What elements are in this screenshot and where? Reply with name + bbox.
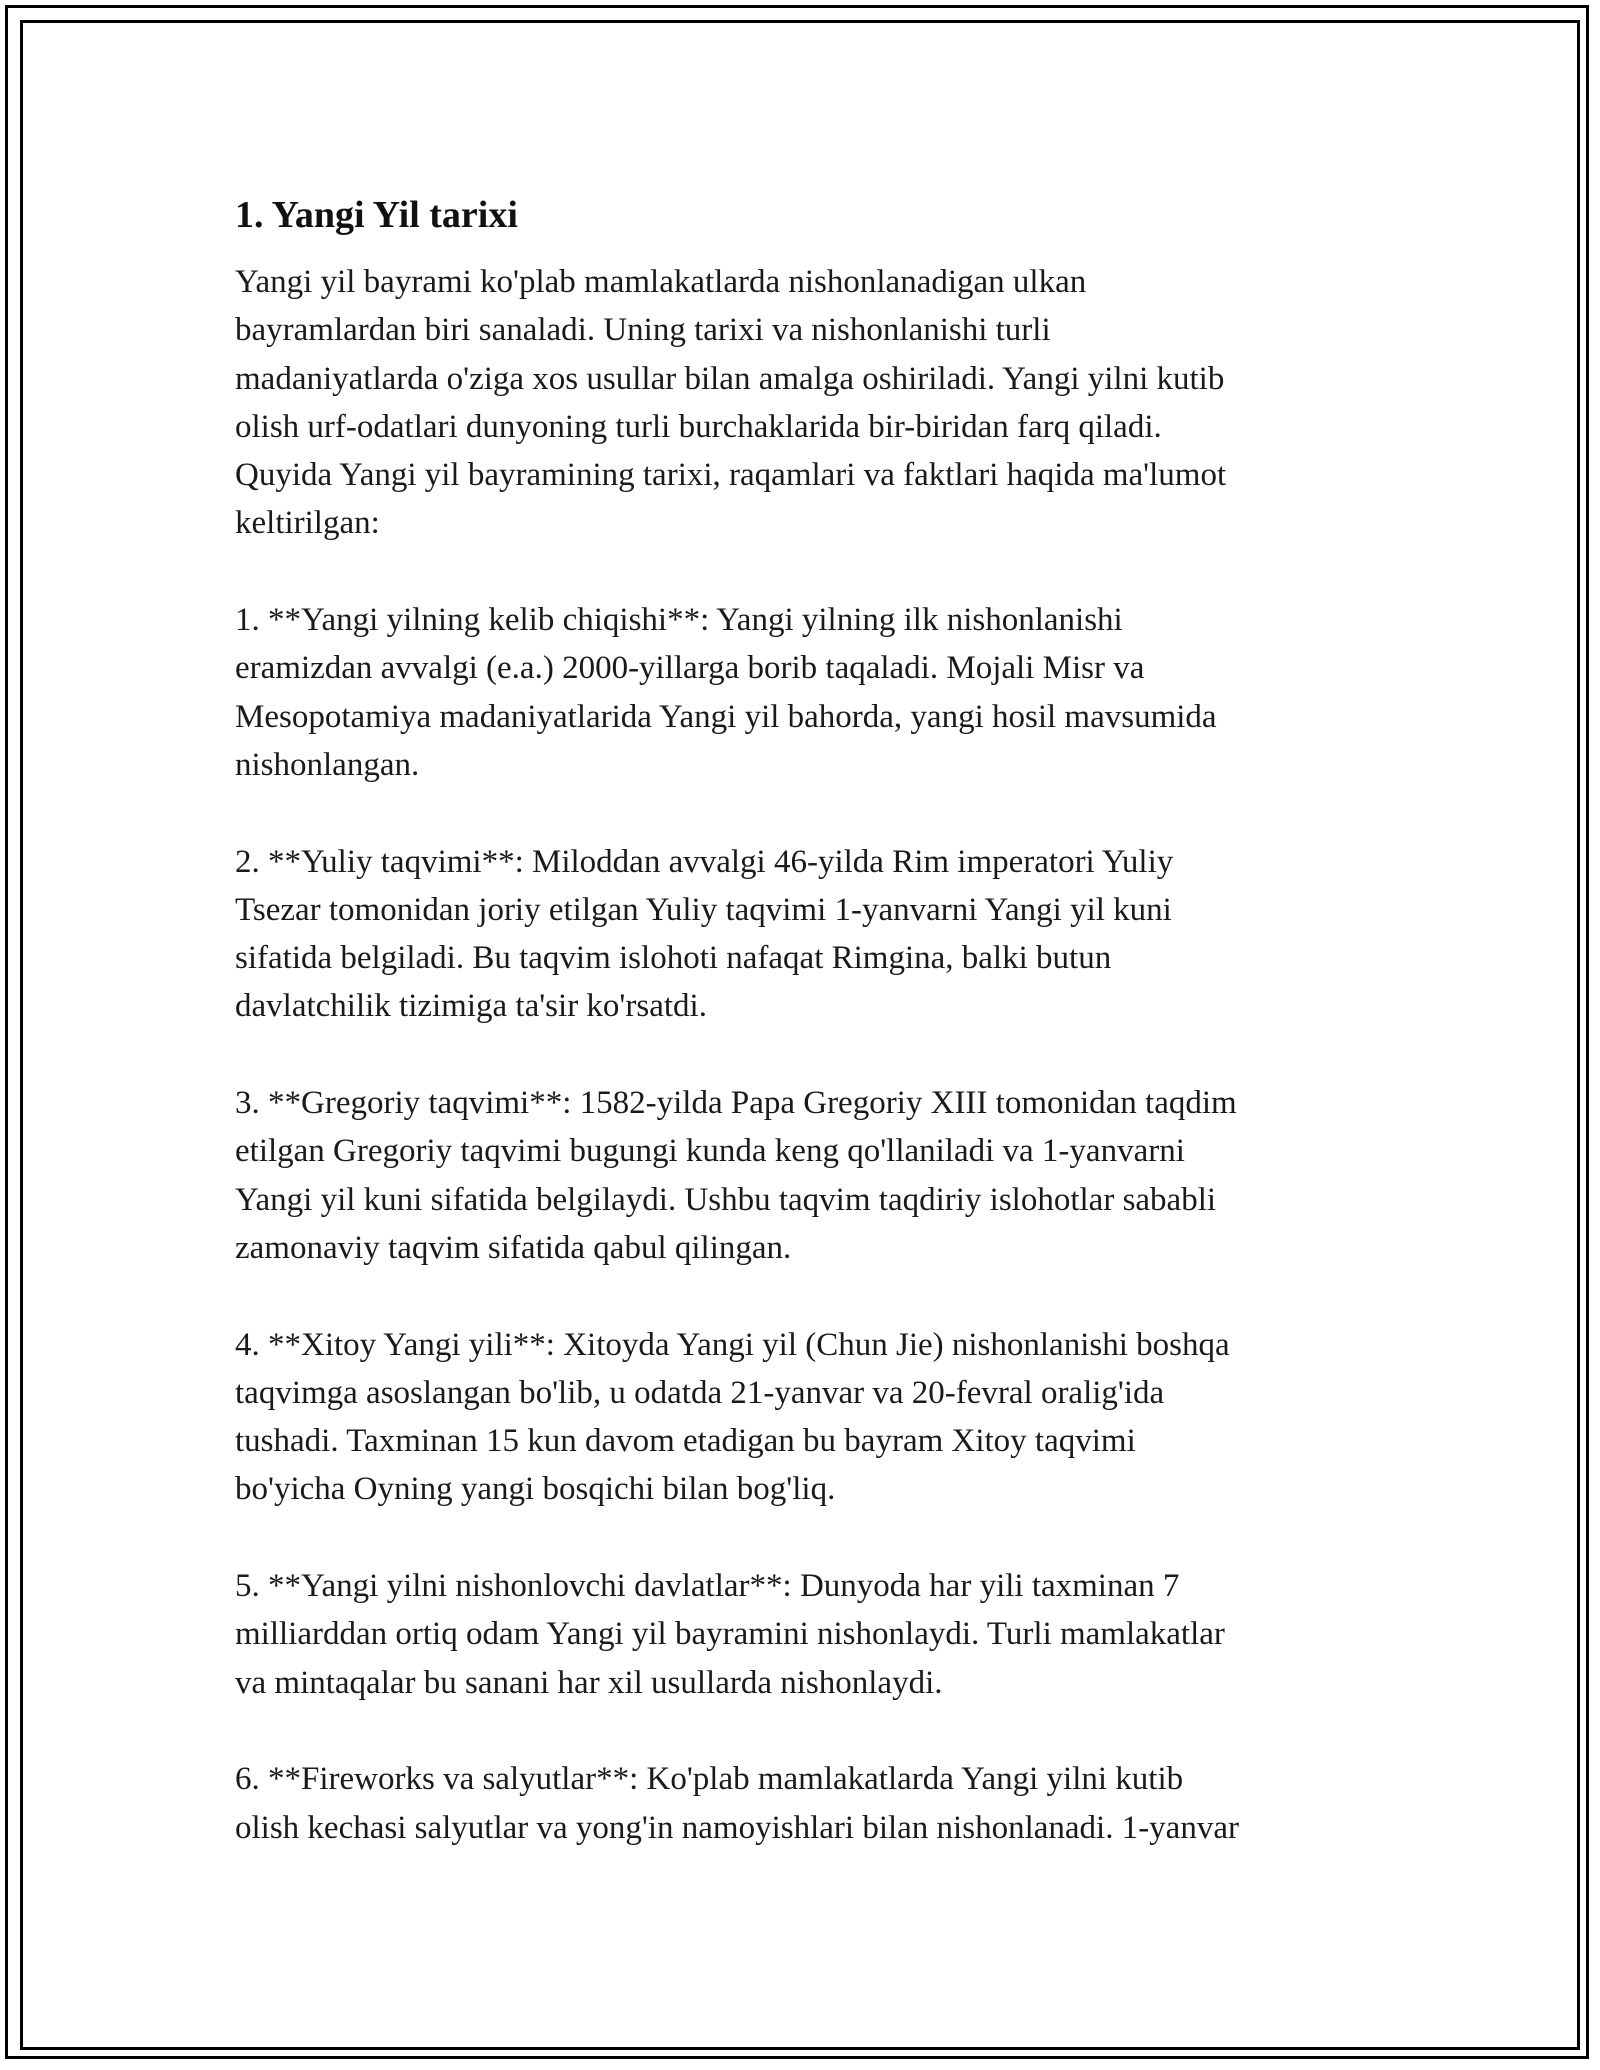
text-line: 1. **Yangi yilning kelib chiqishi**: Yangi yilning ilk nishonlanishi bbox=[235, 602, 1123, 639]
list-item-paragraph bbox=[235, 1079, 1365, 1272]
text-line: 2. **Yuliy taqvimi**: Miloddan avvalgi 46-yilda Rim imperatori Yuliy bbox=[235, 843, 1174, 880]
list-item-paragraph bbox=[235, 838, 1365, 1031]
text-line: 3. **Gregoriy taqvimi**: 1582-yilda Papa Gregoriy XIII tomonidan taqdim bbox=[235, 1085, 1237, 1122]
text-line: 6. **Fireworks va salyutlar**: Ko'plab mamlakatlarda Yangi yilni kutib bbox=[235, 1761, 1184, 1798]
text-line: Mesopotamiya madaniyatlarida Yangi yil bahorda, yangi hosil mavsumida bbox=[235, 698, 1217, 735]
text-line: davlatchilik tizimiga ta'sir ko'rsatdi. bbox=[235, 988, 707, 1025]
text-line: madaniyatlarda o'ziga xos usullar bilan amalga oshiriladi. Yangi yilni kutib bbox=[235, 360, 1225, 397]
text-line: taqvimga asoslangan bo'lib, u odatda 21-yanvar va 20-fevral oralig'ida bbox=[235, 1374, 1165, 1411]
text-line: Yangi yil bayrami ko'plab mamlakatlarda nishonlanadigan ulkan bbox=[235, 264, 1087, 300]
text-line: nishonlangan. bbox=[235, 746, 420, 783]
text-line: bayramlardan biri sanaladi. Uning tarixi va nishonlanishi turli bbox=[235, 312, 1051, 349]
text-line: bo'yicha Oyning yangi bosqichi bilan bog'liq. bbox=[235, 1471, 836, 1508]
document-body bbox=[235, 184, 1365, 1852]
text-line: olish kechasi salyutlar va yong'in namoyishlari bilan nishonlanadi. 1-yanvar bbox=[235, 1809, 1239, 1846]
text-line: Quyida Yangi yil bayramining tarixi, raqamlari va faktlari haqida ma'lumot bbox=[235, 457, 1227, 494]
list-item-paragraph bbox=[235, 1755, 1365, 1852]
text-line: keltirilgan: bbox=[235, 505, 380, 542]
text-line: va mintaqalar bu sanani har xil usullarda nishonlaydi. bbox=[235, 1664, 943, 1701]
text-line: Yangi yil kuni sifatida belgilaydi. Ushbu taqvim taqdiriy islohotlar sababli bbox=[235, 1181, 1217, 1218]
text-line: milliarddan ortiq odam Yangi yil bayramini nishonlaydi. Turli mamlakatlar bbox=[235, 1616, 1225, 1653]
text-line: tushadi. Taxminan 15 kun davom etadigan bu bayram Xitoy taqvimi bbox=[235, 1423, 1136, 1460]
text-line: zamonaviy taqvim sifatida qabul qilingan. bbox=[235, 1229, 792, 1266]
text-line: 5. **Yangi yilni nishonlovchi davlatlar**: Dunyoda har yili taxminan 7 bbox=[235, 1568, 1180, 1605]
list-item-paragraph bbox=[235, 1321, 1365, 1514]
text-line: 4. **Xitoy Yangi yili**: Xitoyda Yangi yil (Chun Jie) nishonlanishi boshqa bbox=[235, 1326, 1230, 1363]
list-item-paragraph bbox=[235, 1562, 1365, 1707]
text-line: etilgan Gregoriy taqvimi bugungi kunda keng qo'llaniladi va 1-yanvarni bbox=[235, 1133, 1185, 1170]
paragraph-list bbox=[235, 258, 1365, 1852]
text-line: eramizdan avvalgi (e.a.) 2000-yillarga borib taqaladi. Mojali Misr va bbox=[235, 650, 1145, 687]
intro-paragraph bbox=[235, 258, 1365, 548]
text-line: sifatida belgiladi. Bu taqvim islohoti nafaqat Rimgina, balki butun bbox=[235, 940, 1112, 977]
list-item-paragraph bbox=[235, 596, 1365, 789]
text-line: olish urf-odatlari dunyoning turli burchaklarida bir-biridan farq qiladi. bbox=[235, 408, 1162, 445]
section-heading: 1. Yangi Yil tarixi bbox=[235, 194, 518, 236]
text-line: Tsezar tomonidan joriy etilgan Yuliy taqvimi 1-yanvarni Yangi yil kuni bbox=[235, 891, 1172, 928]
